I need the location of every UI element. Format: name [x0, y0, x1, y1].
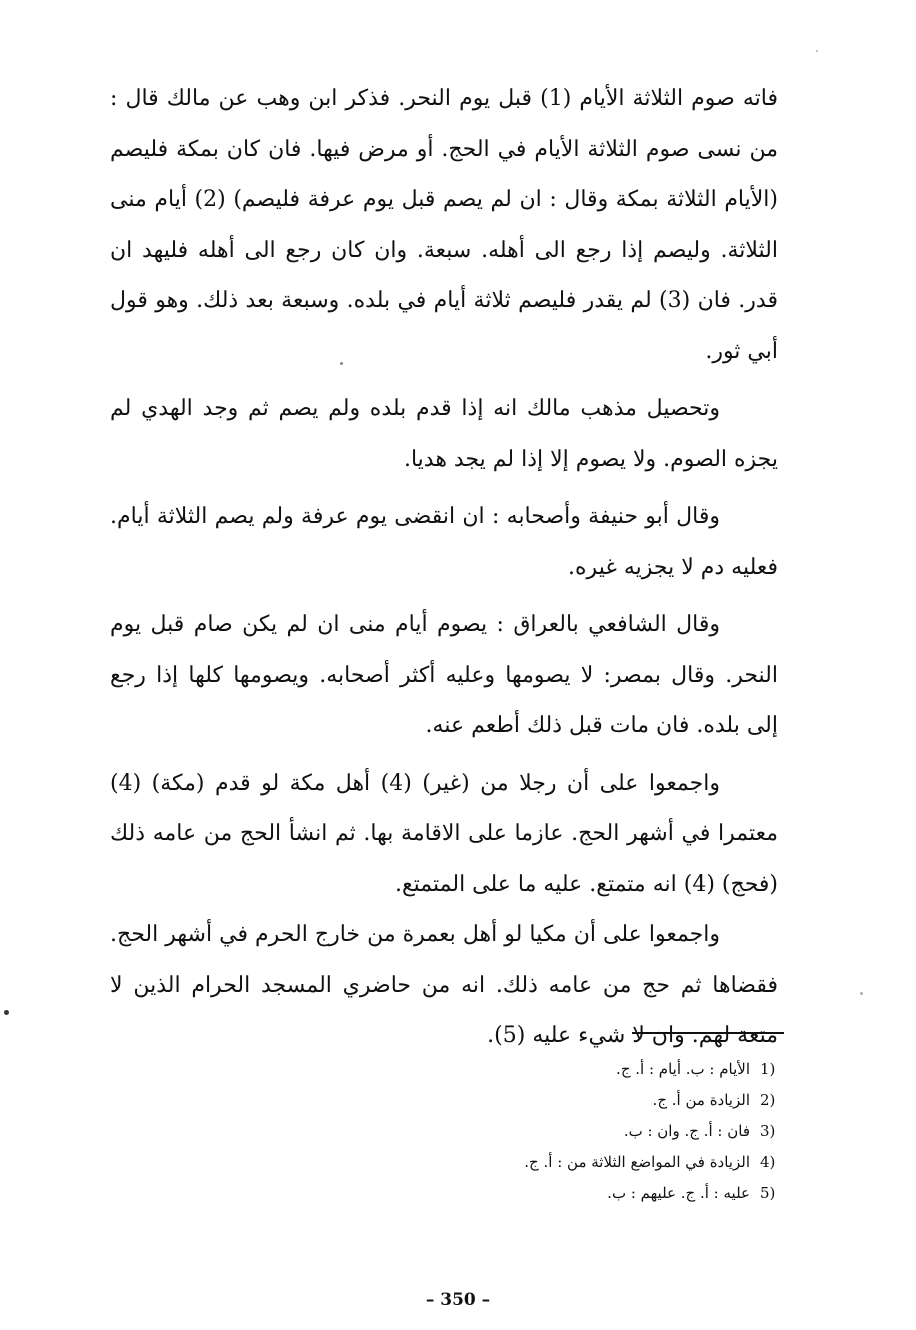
main-text [110, 74, 778, 1062]
scan-speck [4, 1010, 9, 1015]
paragraph-1: فاته صوم الثلاثة الأيام (1) قبل يوم النحر. فذكر ابن وهب عن مالك قال : من نسى صوم الثلاثة الأيام في الحج. أو مرض فيها. فان كان بمكة فليصم (الأيام الثلاثة بمكة وقال : ان لم يصم قبل يوم عرفة فليصم) (2) أيام منى الثلاثة. وليصم إذا رجع الى أهله. سبعة. وان كان رجع الى أهله فليهد ان قدر. فان (3) لم يقدر فليصم ثلاثة أيام في بلده. وسبعة بعد ذلك. وهو قول أبي ثور. [110, 86, 779, 364]
footnote-list [440, 1054, 784, 1209]
footnote-text: الزيادة من أ. ج. [652, 1091, 750, 1109]
footnote-text: الزيادة في المواضع الثلاثة من : أ. ج. [524, 1153, 750, 1171]
scan-speck [340, 362, 343, 365]
footnote-item [440, 1178, 784, 1209]
footnote-item [440, 1054, 784, 1085]
footnote-number: 2) [760, 1091, 776, 1109]
paragraph-5: واجمعوا على أن رجلا من (غير) (4) أهل مكة لو قدم (مكة) (4) معتمرا في أشهر الحج. عازما على الاقامة بها. ثم انشأ الحج من عامه ذلك (فحج) (4) انه متمتع. عليه ما على المتمتع. [110, 770, 778, 897]
footnote-item [440, 1085, 784, 1116]
page-number: – 350 – [425, 1290, 491, 1310]
scan-speck [816, 50, 818, 52]
footnote-item [440, 1147, 784, 1178]
scan-speck [860, 992, 863, 995]
footnote-text: فان : أ. ج. وان : ب. [623, 1122, 750, 1140]
paragraph-3: وقال أبو حنيفة وأصحابه : ان انقضى يوم عرفة ولم يصم الثلاثة أيام. فعليه دم لا يجزيه غيره. [110, 504, 778, 580]
footnote-item [440, 1116, 784, 1147]
footnote-number: 3) [760, 1122, 776, 1140]
footnote-number: 4) [760, 1153, 776, 1171]
paragraph-6: واجمعوا على أن مكيا لو أهل بعمرة من خارج الحرم في أشهر الحج. فقضاها ثم حج من عامه ذلك. انه من حاضري المسجد الحرام الذين لا متعة لهم. وان لا شيء عليه (5). [110, 922, 778, 1048]
footnote-number: 5) [760, 1184, 776, 1202]
footnote-text: عليه : أ. ج. عليهم : ب. [607, 1184, 750, 1202]
footnote-number: 1) [760, 1060, 776, 1078]
paragraph-2: وتحصيل مذهب مالك انه إذا قدم بلده ولم يصم ثم وجد الهدي لم يجزه الصوم. ولا يصوم إلا إذا لم يجد هديا. [110, 396, 778, 472]
footnote-text: الأيام : ب. أيام : أ. ج. [616, 1060, 750, 1078]
paragraph-4: وقال الشافعي بالعراق : يصوم أيام منى ان لم يكن صام قبل يوم النحر. وقال بمصر: لا يصومها وعليه أكثر أصحابه. ويصومها كلها إذا رجع إلى بلده. فان مات قبل ذلك أطعم عنه. [110, 612, 778, 738]
footnote-separator [632, 1032, 784, 1034]
